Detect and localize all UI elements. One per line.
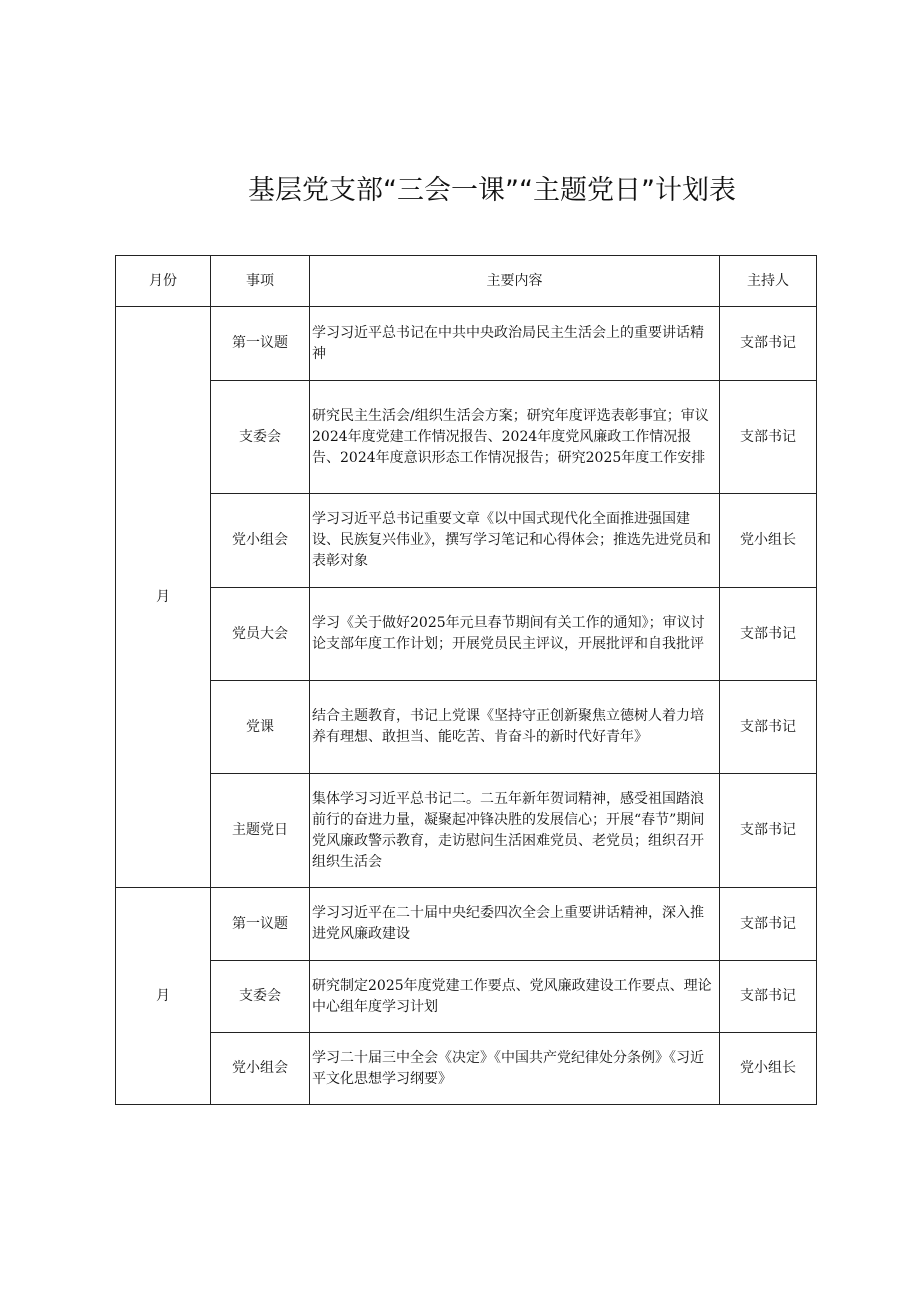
content-cell: 研究制定2025年度党建工作要点、党风廉政建设工作要点、理论中心组年度学习计划 [310,961,720,1033]
host-cell: 支部书记 [720,774,817,888]
content-cell: 学习习近平总书记重要文章《以中国式现代化全面推进强国建设、民族复兴伟业》，撰写学习笔记和心得体会；推选先进党员和表彰对象 [310,494,720,588]
content-cell: 学习《关于做好2025年元旦春节期间有关工作的通知》；审议讨论支部年度工作计划；开展党员民主评议，开展批评和自我批评 [310,588,720,681]
plan-table [115,255,817,1105]
item-cell: 党小组会 [211,494,310,588]
item-cell: 党小组会 [211,1033,310,1105]
month-cell: 月 [116,888,211,1105]
item-cell: 党课 [211,681,310,774]
table-row [116,681,817,774]
item-cell: 第一议题 [211,307,310,381]
header-item: 事项 [211,256,310,307]
content-cell: 研究民主生活会/组织生活会方案；研究年度评选表彰事宜；审议2024年度党建工作情况报告、2024年度党风廉政工作情况报告、2024年度意识形态工作情况报告；研究2025年度工作安排 [310,381,720,494]
header-host: 主持人 [720,256,817,307]
host-cell: 支部书记 [720,888,817,961]
item-cell: 第一议题 [211,888,310,961]
table-row [116,1033,817,1105]
host-cell: 党小组长 [720,494,817,588]
table-row [116,381,817,494]
content-cell: 学习习近平在二十届中央纪委四次全会上重要讲话精神，深入推进党风廉政建设 [310,888,720,961]
host-cell: 党小组长 [720,1033,817,1105]
host-cell: 支部书记 [720,307,817,381]
page-title: 基层党支部“三会一课”“主题党日”计划表 [248,175,736,206]
item-cell: 支委会 [211,961,310,1033]
table-row [116,961,817,1033]
item-cell: 党员大会 [211,588,310,681]
table-row [116,588,817,681]
table-row [116,888,817,961]
content-cell: 集体学习习近平总书记二。二五年新年贺词精神，感受祖国踏浪前行的奋进力量，凝聚起冲锋决胜的发展信心；开展“春节”期间党风廉政警示教育，走访慰问生活困难党员、老党员；组织召开组织生活会 [310,774,720,888]
host-cell: 支部书记 [720,961,817,1033]
content-cell: 学习二十届三中全会《决定》《中国共产党纪律处分条例》《习近平文化思想学习纲要》 [310,1033,720,1105]
header-content: 主要内容 [310,256,720,307]
item-cell: 主题党日 [211,774,310,888]
content-cell: 学习习近平总书记在中共中央政治局民主生活会上的重要讲话精神 [310,307,720,381]
table-row [116,774,817,888]
table-header-row [116,256,817,307]
month-cell: 月 [116,307,211,888]
content-cell: 结合主题教育，书记上党课《坚持守正创新聚焦立德树人着力培养有理想、敢担当、能吃苦、肯奋斗的新时代好青年》 [310,681,720,774]
host-cell: 支部书记 [720,381,817,494]
item-cell: 支委会 [211,381,310,494]
header-month: 月份 [116,256,211,307]
table-row [116,494,817,588]
table-row [116,307,817,381]
host-cell: 支部书记 [720,681,817,774]
host-cell: 支部书记 [720,588,817,681]
